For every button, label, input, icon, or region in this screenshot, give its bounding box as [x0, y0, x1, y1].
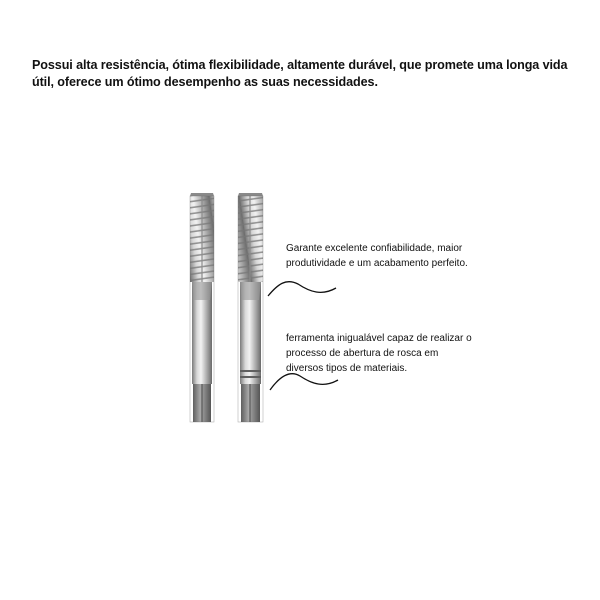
callout-reliability	[286, 241, 506, 271]
left-tap-icon	[190, 193, 214, 422]
callout-2-leader	[270, 374, 338, 390]
callout-2-line-3: diversos tipos de materiais.	[286, 363, 408, 374]
callout-2-line-1: ferramenta inigualável capaz de realizar o	[286, 333, 472, 344]
product-description: Possui alta resistência, ótima flexibilidade, altamente durável, que promete uma longa vida útil, oferece um ótimo desempenho as suas necessidades.	[32, 58, 568, 89]
callout-1-line-1: Garante excelente confiabilidade, maior	[286, 243, 463, 254]
callout-1-line-2: produtividade e um acabamento perfeito.	[286, 258, 468, 269]
callout-2-line-2: processo de abertura de rosca em	[286, 348, 439, 359]
callout-capability	[286, 331, 506, 376]
callout-1-leader	[268, 282, 336, 296]
right-tap-icon	[238, 193, 263, 422]
